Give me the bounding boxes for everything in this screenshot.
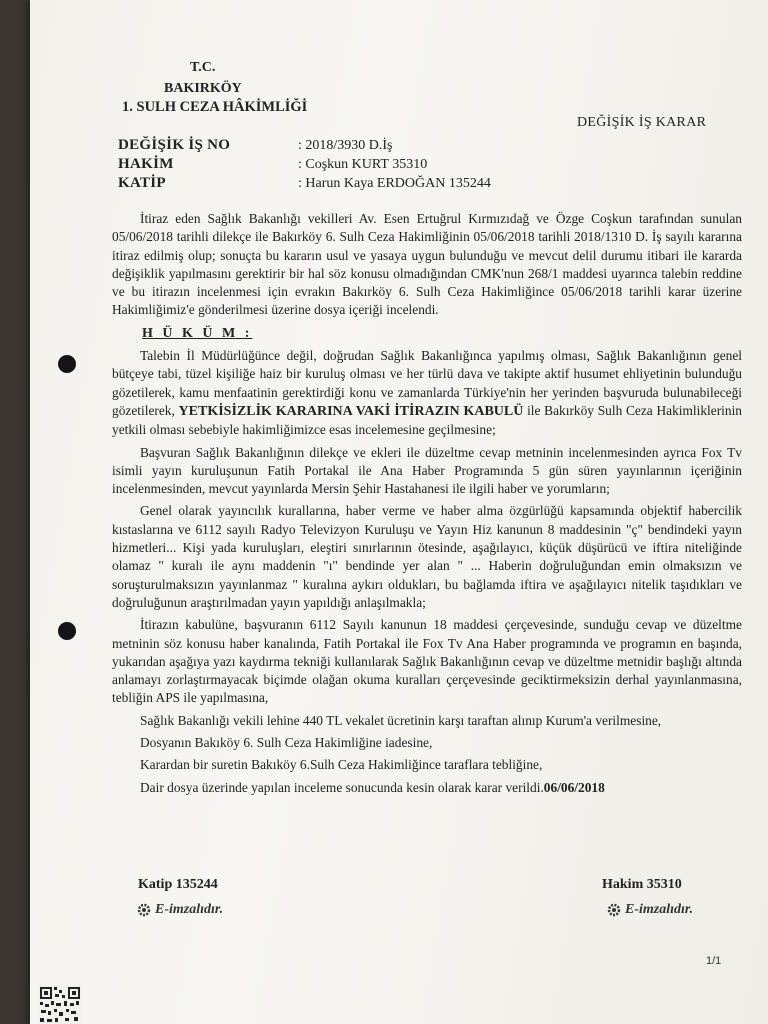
case-no-value: : 2018/3930 D.İş [298,138,393,153]
punch-hole [58,622,76,640]
judge-value: : Coşkun KURT 35310 [298,157,428,172]
judge-label: HAKİM [118,156,174,172]
header-court: 1. SULH CEZA HÂKİMLİĞİ [122,99,308,115]
hukum-heading: H Ü K Ü M : [142,325,253,341]
header-city: BAKIRKÖY [164,81,242,96]
ruling-paragraph-5: Sağlık Bakanlığı vekili lehine 440 TL vekalet ücretinin karşı taraftan alınıp Kurum'a verilmesine, [140,712,662,728]
clerk-label: KATİP [118,175,166,191]
judge-signature: Hakim 35310 [602,877,682,892]
intro-paragraph: İtiraz eden Sağlık Bakanlığı vekilleri Av. Esen Ertuğrul Kırmızıdağ ve Özge Coşkun tarafından sunulan 05/06/2018 tarihli dilekçe ile Bakırköy 6. Sulh Ceza Hakimliğinin 05/06/2018 tarihli 2018/1310 D. İş sayılı kararına itiraz edilmiş olup; sonuçta bu kararın usul ve yasaya uygun bulunduğu ve mevcut delil durumu itibari ile kararda değişiklik yapılmasını gerektirir bir hal söz konusu olmadığından CMK'nun 268/1 maddesi uyarınca talebin reddine ve bu itirazın incelenmesi için evrakın Bakırköy 6. Sulh Ceza Hakimliğince 05/06/2018 tarihli karar üzerine Hakimliğimiz'e gönderilmesi üzerine dosya içeriği incelendi. [112,211,742,318]
page-number: 1/1 [706,955,722,967]
ruling-emphasis: YETKİSİZLİK KARARINA VAKİ İTİRAZIN KABULÜ [178,403,524,419]
decision-body [112,210,742,797]
ruling-paragraph-7: Karardan bir suretin Bakıköy 6.Sulh Ceza Hakimliğince taraflara tebliğine, [140,757,543,773]
clerk-value: : Harun Kaya ERDOĞAN 135244 [298,176,491,191]
e-signature-left: E-imzalıdır. [136,902,223,918]
e-signature-icon [136,902,152,918]
header-tc: T.C. [190,60,216,75]
e-signature-icon [606,902,622,918]
document-page [30,0,768,1024]
ruling-paragraph-3: Genel olarak yayıncılık kurallarına, haber verme ve haber alma özgürlüğü kapsamında objektif habercilik kıstaslarına ve 6112 sayılı Radyo Televizyon Kuruluşu ve Yayın Hiz kanunun 8 maddesinin "ç" bendindeki yayın hizmetleri... Kişi yada kuruluşları, eleştiri sınırlarının ötesinde, aşağılayıcı, küçük düşürücü ve iftira niteliğinde olamaz " kuralı ile aynı maddenin "ı" bendinde yer alan " ... Haberin doğruluğundan emin olmaksızın ve soruşturulmaksızın yayınlanmaz " kuralına aykırı oldukları, bu bağlamda iftira ve aşağılayıcı nitelik taşıdıkları ve doğruluğunun araştırılmadan yayın yapıldığı anlaşılmakla; [112,503,742,610]
qr-code [38,985,82,1024]
decision-date: 06/06/2018 [543,779,605,795]
case-no-label: DEĞİŞİK İŞ NO [118,137,231,153]
ruling-paragraph-6: Dosyanın Bakıköy 6. Sulh Ceza Hakimliğine iadesine, [140,735,433,751]
ruling-paragraph-1: Talebin İl Müdürlüğünce değil, doğrudan Sağlık Bakanlığınca yapılmış olması, Sağlık Bakanlığının genel bütçeye tabi, tüzel kişiliğe haiz bir kuruluş olması ve her türlü dava ve takipte aktif husumet ehliyetinin bulunduğu gözetilerek, kamu menfaatinin gerektirdiği konu ve zamanlarda Türkiye'nin her yerinden başvuruda bulunabileceği gözetilerek, YETKİSİZLİK KARARINA VAKİ İTİRAZIN KABULÜ ile Bakırköy Sulh Ceza Hakimliklerinin yetkili olması sebebiyle hakimliğimizce esas incelemesine geçilmesine; [112,348,742,438]
ruling-paragraph-8: Dair dosya üzerinde yapılan inceleme sonucunda kesin olarak karar verildi.06/06/2018 [140,779,605,795]
ruling-paragraph-4: İtirazın kabulüne, başvuranın 6112 Sayılı kanunun 18 maddesi çerçevesinde, sunduğu cevap ve düzeltme metninin söz konusu haber kanalında, Fatih Portakal ile Fox Tv Ana Haber programında ve programın en başında, yukarıdan aşağıya yazı kaydırma tekniği kullanılarak Sağlık Bakanlığının cevap ve düzeltme metnidir başlığı altında anlamayı zorlaştırmayacak biçimde olağan okuma kuralları çerçevesinde geciktirmeksizin derhal yayınlanmasına, tebliğin APS ile yapılmasına, [112,617,742,706]
e-signature-right: E-imzalıdır. [606,902,693,918]
punch-hole [58,355,76,373]
document-type: DEĞİŞİK İŞ KARAR [577,115,707,130]
ruling-paragraph-2: Başvuran Sağlık Bakanlığının dilekçe ve ekleri ile düzeltme cevap metninin incelenmesinden ayrıca Fox Tv isimli yayın kuruluşunun Fatih Portakal ile Ana Haber Programında 5 gün süren yayınlarının içeriğinin incelenmesinden, mevcut yayınlarda Mersin Şehir Hastahanesi ile ilgili haber ve yorumların; [112,444,742,497]
clerk-signature: Katip 135244 [138,877,218,892]
